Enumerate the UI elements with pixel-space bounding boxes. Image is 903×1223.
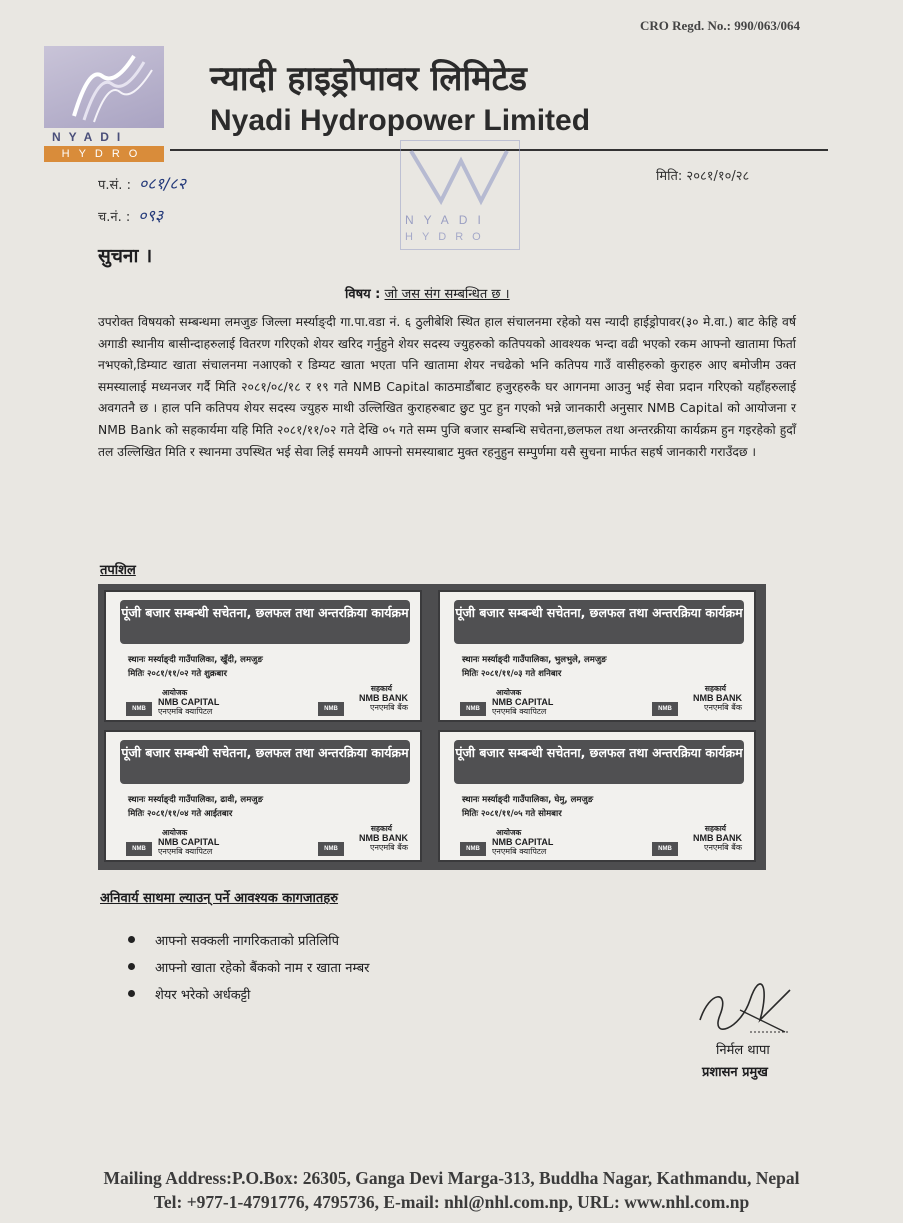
company-title-english: Nyadi Hydropower Limited [210,104,591,137]
letter-date: मिति: २०८१/१०/२८ [656,169,750,184]
nmb-logo-icon: NMB [318,842,344,856]
dispatch-number [98,204,163,226]
organizer-en: NMB CAPITAL [158,837,220,847]
event-title: पूंजी बजार सम्बन्धी सचेतना, छलफल तथा अन्तरक्रिया कार्यक्रम [454,740,744,784]
organizer-ne: एनएमबि क्यापिटल [492,847,547,856]
nmb-logo-icon: NMB [126,842,152,856]
list-item-text: आफ्नो खाता रहेको बैंकको नाम र खाता नम्बर [155,960,370,976]
nmb-logo-icon: NMB [460,702,486,716]
organizer-ne: एनएमबि क्यापिटल [158,847,213,856]
details-heading: तपशिल [100,563,136,578]
stamp-sub: HYDRO [405,231,490,243]
nmb-logo-icon: NMB [460,842,486,856]
company-stamp [400,140,520,250]
partner-name [359,834,408,852]
organizer-name [158,698,219,716]
notice-body: उपरोक्त विषयको सम्बन्धमा लमजुङ जिल्ला मर्स्याङ्दी गा.पा.वडा नं. ६ ठुलीबेशि स्थित हाल संचालनमा रहेको यस न्यादी हाईड्रोपावर(३० मे.वा.) बाट केहि वर्ष अगाडी स्थानीय बासीन्दाहरुलाई वितरण गरिएको शेयर खरिद गर्नुहुने शेयर सदस्य ज्युहरुको कतिपयको आवश्यक भन्दा वढी भएको रकम आफ्नो खातामा फिर्ता नभएको,डिम्याट खाता संचालनमा नआएको र डिम्यट खाता भएता पनि खातामा शेयर नचढेको भनि कतिपय गाउँ वासीहरुको कुराहरु आए बमोजीम उक्त समस्यालाई मध्यनजर गर्दै मिति २०८१/०८/१८ र १९ गते NMB Capital काठमाडौंबाट हजुरहरुकै घर आगनमा आउनु भई सेवा प्रदान गरिएको यहाँहरुलाई अवगतनै छ । हाल पनि कतिपय शेयर सदस्य ज्युहरु माथी उल्लिखित कुराहरुबाट छुट पुट हुन गएको भन्ने जानकारी अनुसार NMB Capital को आयोजना र NMB Bank को सहकार्यमा यहि मिति २०८१/११/०२ गते देखि ०५ गते सम्म पुजि बजार सम्बन्धि सचेतना,छलफल तथा अन्तरक्रीया कार्यक्रम हुन गइरहेको हुदाँ तल उल्लिखित मिति र स्थानमा उपस्थित भई सेवा लिई समयमै आफ्नो समस्याबाट मुक्त रहनुहुन सम्पुर्णमा यसै सुचना मार्फत सहर्ष जानकारी गराउँदछ । [98,315,796,459]
bullet-icon [128,963,135,970]
organizer-ne: एनएमबि क्यापिटल [492,707,547,716]
organizer-ne: एनएमबि क्यापिटल [158,707,213,716]
required-documents-heading: अनिवार्य साथमा ल्याउन् पर्ने आवश्यक कागजातहरु [100,891,339,906]
nmb-logo-icon: NMB [126,702,152,716]
partner-en: NMB BANK [359,833,408,843]
list-item [128,926,370,953]
organizer-en: NMB CAPITAL [158,697,220,707]
subject-text: जो जस संग सम्बन्धित छ । [384,287,510,302]
event-venue: स्थानः मर्स्याङ्दी गाउँपालिका, ढावी, लमजुङ [128,795,264,805]
organizer-name [492,698,553,716]
partner-label: सहकार्य [370,684,392,693]
partner-ne: एनएमबि बैंक [370,843,408,852]
list-item [128,980,370,1007]
logo-wave-graphic [44,46,164,128]
logo-hydro-band: HYDRO [44,146,164,162]
partner-ne: एनएमबि बैंक [704,843,742,852]
organizer-label: आयोजक [162,828,188,837]
bullet-icon [128,936,135,943]
event-date: मितिः २०८१/११/०३ गते शनिबार [462,669,562,679]
nmb-logo-icon: NMB [652,702,678,716]
event-venue: स्थानः मर्स्याङ्दी गाउँपालिका, खुँदी, लमजुङ [128,655,263,665]
signature [690,980,800,1040]
organizer-en: NMB CAPITAL [492,837,554,847]
event-title: पूंजी बजार सम्बन्धी सचेतना, छलफल तथा अन्तरक्रिया कार्यक्रम [120,600,410,644]
list-item-text: शेयर भरेको अर्धकट्टी [155,987,251,1003]
partner-ne: एनएमबि बैंक [704,703,742,712]
logo-name: NYADI [52,130,129,144]
bullet-icon [128,990,135,997]
event-date: मितिः २०८१/११/०२ गते शुक्रबार [128,669,227,679]
event-card [438,730,756,862]
list-item-text: आफ्नो सक्कली नागरिकताको प्रतिलिपि [155,933,340,949]
partner-name [693,694,742,712]
nmb-logo-icon: NMB [652,842,678,856]
event-venue: स्थानः मर्स्याङ्दी गाउँपालिका, भुलभुले, लमजुङ [462,655,607,665]
nmb-logo-icon: NMB [318,702,344,716]
partner-label: सहकार्य [704,824,726,833]
organizer-label: आयोजक [496,688,522,697]
partner-name [359,694,408,712]
event-title: पूंजी बजार सम्बन्धी सचेतना, छलफल तथा अन्तरक्रिया कार्यक्रम [454,600,744,644]
company-logo [44,46,164,166]
partner-en: NMB BANK [693,833,742,843]
event-card [104,590,422,722]
subject-line [345,284,510,302]
subject-label: विषय : [345,287,381,302]
event-card [438,590,756,722]
event-date: मितिः २०८१/११/०५ गते सोमबार [462,809,562,819]
registration-number: CRO Regd. No.: 990/063/064 [640,18,800,33]
notice-title: सुचना । [98,245,153,267]
organizer-name [492,838,553,856]
organizer-label: आयोजक [496,828,522,837]
partner-name [693,834,742,852]
footer-contact: Tel: +977-1-4791776, 4795736, E-mail: nhl@nhl.com.np, URL: www.nhl.com.np [153,1192,750,1212]
partner-en: NMB BANK [359,693,408,703]
organizer-label: आयोजक [162,688,188,697]
partner-label: सहकार्य [704,684,726,693]
signatory-title: प्रशासन प्रमुख [702,1065,768,1080]
signatory-name: निर्मल थापा [716,1043,770,1058]
letter-number [98,172,186,194]
event-title: पूंजी बजार सम्बन्धी सचेतना, छलफल तथा अन्तरक्रिया कार्यक्रम [120,740,410,784]
dispatch-number-label: च.नं. : [98,210,131,225]
letter-number-label: प.सं. : [98,178,131,193]
footer-address: Mailing Address:P.O.Box: 26305, Ganga Devi Marga-313, Buddha Nagar, Kathmandu, Nepal [103,1168,800,1188]
event-banners [98,584,766,870]
partner-label: सहकार्य [370,824,392,833]
partner-ne: एनएमबि बैंक [370,703,408,712]
organizer-name [158,838,219,856]
event-venue: स्थानः मर्स्याङ्दी गाउँपालिका, घेमु, लमजुङ [462,795,594,805]
company-title-nepali: न्यादी हाइड्रोपावर लिमिटेड [210,59,527,99]
organizer-en: NMB CAPITAL [492,697,554,707]
stamp-name: NYADI [405,213,491,227]
required-documents-list [128,926,370,1007]
list-item [128,953,370,980]
letter-number-value: ०८१/८२ [138,174,186,193]
event-card [104,730,422,862]
event-date: मितिः २०८१/११/०४ गते आईतबार [128,809,233,819]
partner-en: NMB BANK [693,693,742,703]
dispatch-number-value: ०९३ [138,206,164,225]
